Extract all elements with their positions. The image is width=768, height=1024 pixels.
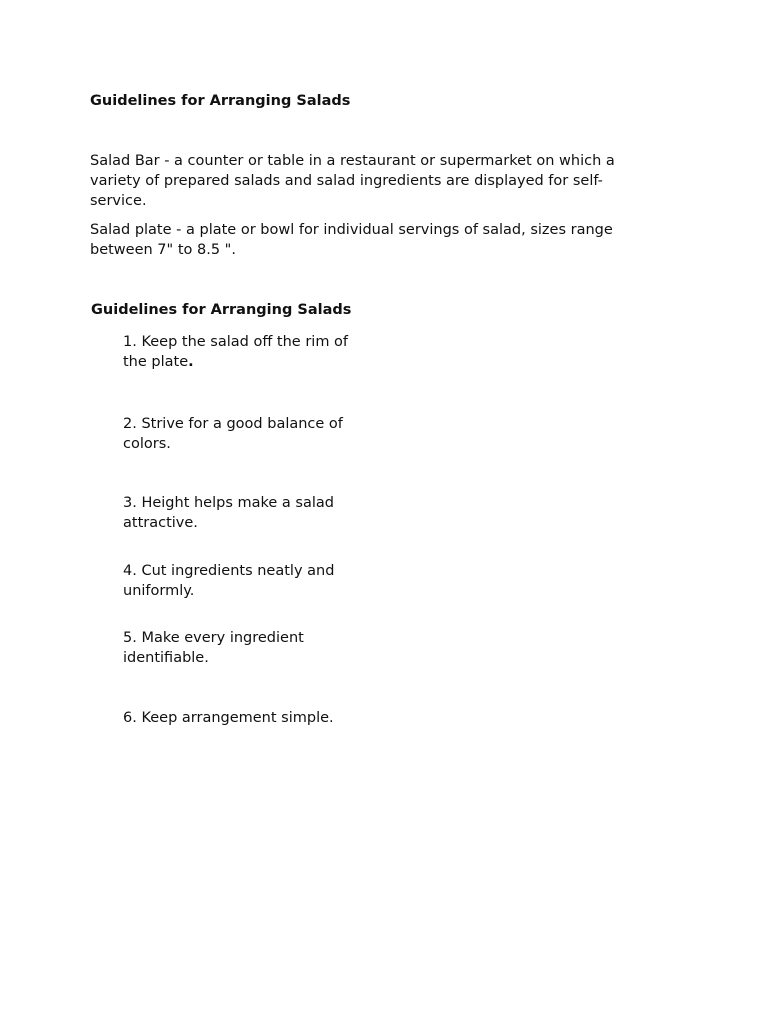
guideline-period: .	[188, 354, 194, 370]
guideline-text: 1. Keep the salad off the rim of the plate	[123, 334, 349, 370]
guideline-item-4: 4. Cut ingredients neatly and uniformly.	[123, 563, 335, 599]
guideline-item-6: 6. Keep arrangement simple.	[123, 710, 334, 726]
definition-salad-bar: Salad Bar - a counter or table in a restaurant or supermarket on which a variety of prepared salads and salad ingredients are displayed for self-service.	[90, 153, 615, 209]
definition-salad-plate: Salad plate - a plate or bowl for individual servings of salad, sizes range between 7" to 8.5 ".	[90, 222, 613, 258]
guideline-item-2: 2. Strive for a good balance of colors.	[123, 416, 343, 452]
guideline-item-1	[123, 332, 373, 372]
guideline-item-5: 5. Make every ingredient identifiable.	[123, 630, 304, 666]
guideline-item-3: 3. Height helps make a salad attractive.	[123, 495, 334, 531]
document-title: Guidelines for Arranging Salads	[90, 93, 351, 109]
section-title: Guidelines for Arranging Salads	[91, 302, 352, 318]
